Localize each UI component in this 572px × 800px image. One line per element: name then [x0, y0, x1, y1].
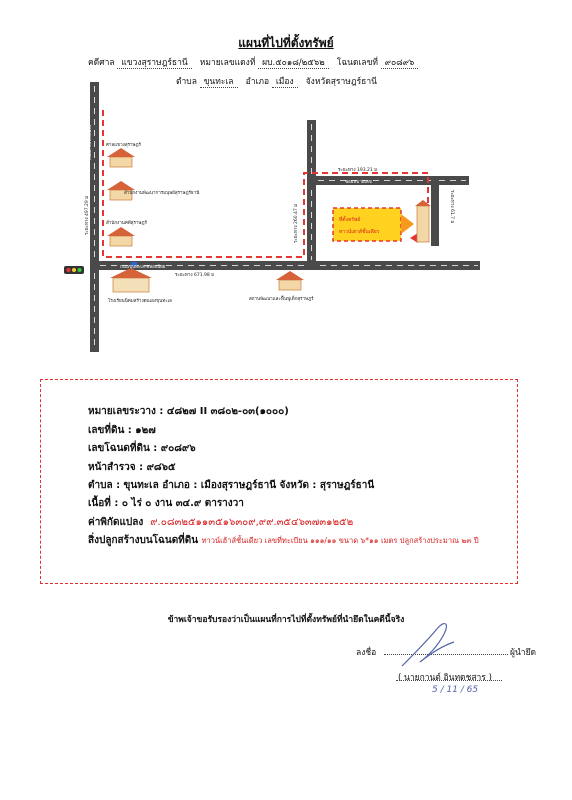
info-area — [88, 496, 244, 511]
deed-label: โฉนดเลขที่ — [336, 58, 379, 68]
house-icon-1 — [107, 148, 135, 167]
sign-label: ลงชื่อ — [356, 648, 377, 658]
district-label: อำเภอ — [245, 77, 270, 87]
signature-date: 5 / 11 / 65 — [432, 685, 479, 695]
info-building — [88, 533, 479, 548]
certification-text: ข้าพเจ้าขอรับรองว่าเป็นแผนที่การไปที่ตั้งทรัพย์ที่นำยึดในคดีนี้จริง — [167, 615, 405, 625]
traffic-light-icon — [64, 266, 84, 274]
info-land-number-value: ๑๒๗ — [135, 425, 156, 436]
info-area-value: ๐ ไร่ ๐ งาน ๓๔.๙ ตารางวา — [121, 498, 244, 509]
signer-name-line — [396, 680, 502, 681]
distance-mid: ระยะทาง 260.47 ม — [294, 203, 299, 243]
signature-scribble — [398, 616, 458, 676]
info-coordinates-value: ๙.๐๘๓๒๕๑๑๓๕๑๖๓๐๙,๙๙.๓๕๔๖๓๗๓๑๒๕๒ — [150, 517, 354, 528]
landmark-4-label: โรงเรียนนิคมสร้างตนเองขุนทะเล — [108, 299, 172, 304]
property-label-2: ทาวน์เฮาส์ชั้นเดียว — [339, 229, 380, 235]
house-icon-4 — [276, 271, 304, 290]
info-land-number — [88, 423, 156, 438]
deed-value: ๙๐๘๙๖ — [381, 58, 419, 69]
distance-bottom: ระยะทาง 671.98 ม — [175, 273, 215, 278]
landmark-5-label: สถานพัฒนาและฟื้นฟูเด็กสุราษฎร์ — [249, 297, 314, 302]
info-area-label: เนื้อที่ : — [88, 498, 119, 509]
province-label: จังหวัดสุราษฎร์ธานี — [305, 77, 377, 87]
distance-right: ระยะทาง 61.7 ม — [449, 190, 454, 224]
info-coordinates — [88, 515, 353, 530]
info-coordinates-label: ค่าพิกัดแปลง — [88, 517, 144, 528]
subdistrict-label: ตำบล — [176, 77, 197, 87]
road-vertical-right — [431, 176, 439, 246]
property-label-1: ที่ตั้งทรัพย์ — [339, 217, 361, 223]
court-value: แขวงสุราษฎร์ธานี — [117, 58, 191, 69]
court-label: คดีศาล — [88, 58, 115, 68]
info-map-sheet-label: หมายเลขระวาง : — [88, 406, 164, 417]
role-label: ผู้นำยึด — [510, 648, 537, 658]
landmark-2-label: สำนักงานพัฒนาการมนุษย์สุราษฎร์ธานี — [124, 191, 200, 196]
property-box — [333, 208, 401, 241]
info-location: ตำบล : ขุนทะเล อำเภอ : เมืองสุราษฎร์ธานี จังหวัด : สุราษฎร์ธานี — [88, 480, 375, 491]
info-building-label: สิ่งปลูกสร้างบนโฉนดที่ดิน — [88, 535, 199, 546]
info-survey-page-label: หน้าสำรวจ : — [88, 462, 144, 473]
subdistrict-value: ขุนทะเล — [200, 77, 238, 88]
info-deed-number-label: เลขโฉนดที่ดิน : — [88, 443, 158, 454]
black-case-value: ผบ.๕๐๑๘/๒๕๖๒ — [258, 58, 329, 69]
road-bottom-label: ถนนขุนทะเล-คลองน้อย — [120, 265, 166, 270]
page-title: แผนที่ไปที่ตั้งทรัพย์ — [238, 36, 334, 50]
landmark-1-label: ศาลแขวงสุราษฎร์ — [106, 143, 141, 148]
info-deed-number-value: ๙๐๘๙๖ — [160, 443, 196, 454]
house-icon-right — [415, 200, 431, 242]
distance-top: ระยะทาง 193.21 ม — [338, 168, 378, 173]
info-survey-page-value: ๙๘๖๕ — [146, 462, 176, 473]
info-map-sheet — [88, 404, 289, 419]
landmark-3-label: สำนักงานคดีสุราษฎร์ — [106, 221, 147, 226]
district-value: เมือง — [272, 77, 298, 88]
info-building-value: ทาวน์เฮ้าส์ชั้นเดียว เลขที่ทะเบียน ๑๑๑/๑๑ ขนาด ๖*๑๑ เมตร ปลูกสร้างประมาณ ๒๓ ปี — [201, 536, 479, 545]
signer-name: ( นายกานต์ อินทดชสาร ) — [398, 673, 492, 683]
black-case-label: หมายเลขแดงที่ — [199, 58, 256, 68]
info-deed-number — [88, 441, 196, 456]
road-left-label: ถนนสายเลี่ยงเมือง — [88, 124, 93, 160]
info-survey-page — [88, 460, 176, 475]
info-map-sheet-value: ๔๘๒๗ II ๓๘๐๒-๐๓(๑๐๐๐) — [166, 406, 289, 417]
house-icon-3 — [107, 227, 135, 246]
road-right-label: ซอยหมายเลข — [345, 180, 372, 185]
info-land-number-label: เลขที่ดิน : — [88, 425, 132, 436]
distance-left: ระยะทาง 497.29 ม — [85, 195, 90, 235]
